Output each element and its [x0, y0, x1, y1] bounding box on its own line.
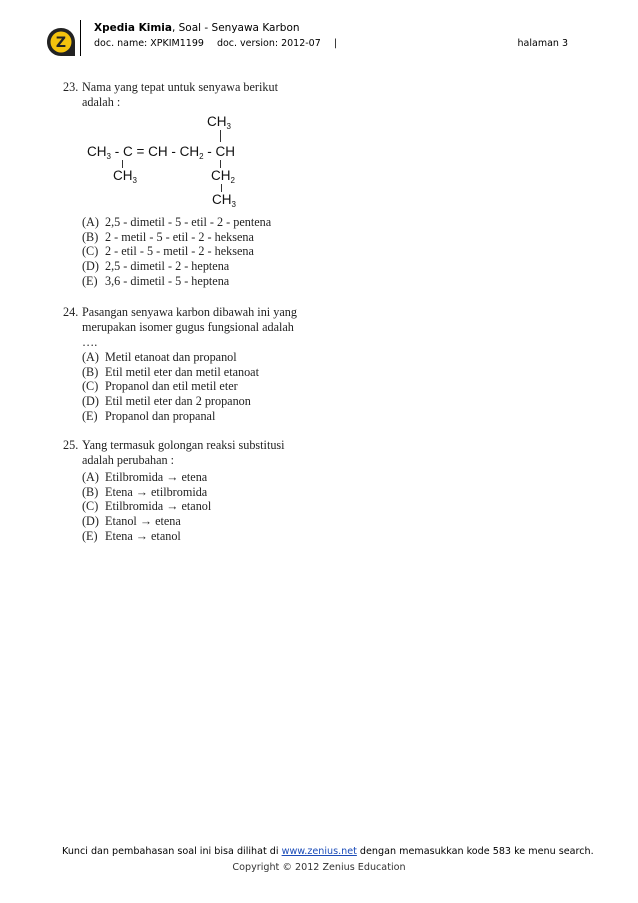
- option-d[interactable]: (D) Etanol → etena: [82, 514, 181, 529]
- header-subject: Xpedia Kimia: [94, 22, 172, 34]
- question-25: [63, 438, 363, 548]
- bond-top: [220, 130, 221, 142]
- formula-ethyl-ch2: $CH_2$: [211, 168, 235, 185]
- question-stem: Nama yang tepat untuk senyawa berikut adalah :: [82, 80, 278, 109]
- option-a[interactable]: (A) Metil etanoat dan propanol: [82, 350, 237, 364]
- option-b[interactable]: (B) Etena → etilbromida: [82, 484, 208, 499]
- bond-left-branch: [122, 160, 123, 168]
- logo-letter: Z: [55, 35, 67, 51]
- option-b[interactable]: (B) Etil metil eter dan metil etanoat: [82, 364, 259, 379]
- header-separator: |: [333, 38, 338, 49]
- zenius-link[interactable]: www.zenius.net: [281, 846, 357, 857]
- option-a[interactable]: (A) 2,5 - dimetil - 5 - etil - 2 - pentena: [82, 215, 272, 229]
- question-stem: Yang termasuk golongan reaksi substitusi adalah perubahan :: [82, 438, 285, 467]
- structural-formula: [85, 114, 285, 214]
- question-24: [63, 305, 363, 425]
- formula-top-group: $CH_3$: [207, 114, 231, 131]
- option-c[interactable]: (C) 2 - etil - 5 - metil - 2 - heksena: [82, 244, 254, 259]
- option-d[interactable]: (D) 2,5 - dimetil - 2 - heptena: [82, 259, 230, 274]
- question-stem: Pasangan senyawa karbon dibawah ini yang merupakan isomer gugus fungsional adalah ….: [82, 305, 297, 349]
- question-number: 24.: [63, 305, 79, 319]
- options-list: [82, 470, 211, 543]
- option-c[interactable]: (C) Etilbromida → etanol: [82, 499, 212, 514]
- option-a[interactable]: (A) Etilbromida → etena: [82, 470, 208, 484]
- header-meta: [94, 38, 347, 49]
- option-e[interactable]: (E) 3,6 - dimetil - 5 - heptena: [82, 273, 230, 288]
- option-b[interactable]: (B) 2 - metil - 5 - etil - 2 - heksena: [82, 229, 254, 244]
- question-number: 23.: [63, 80, 79, 94]
- zenius-logo-icon: [46, 27, 76, 57]
- options-list: [82, 215, 271, 288]
- formula-main-chain: $CH_3$ - C = CH - $CH_2$ - CH: [87, 144, 236, 161]
- option-e[interactable]: (E) Propanol dan propanal: [82, 408, 216, 423]
- footer-note: Kunci dan pembahasan soal ini bisa dilihat di www.zenius.net dengan memasukkan kode 583 ke menu search.: [62, 846, 594, 857]
- formula-methyl-branch: $CH_3$: [113, 168, 137, 185]
- option-c[interactable]: (C) Propanol dan etil metil eter: [82, 379, 238, 394]
- header-topic: , Soal - Senyawa Karbon: [171, 22, 300, 34]
- doc-name: doc. name: XPKIM1199: [94, 38, 204, 49]
- doc-version: doc. version: 2012-07: [216, 38, 321, 49]
- page-header: [0, 0, 638, 60]
- header-title: [94, 22, 300, 34]
- header-divider: [80, 20, 81, 56]
- option-d[interactable]: (D) Etil metil eter dan 2 propanon: [82, 394, 251, 409]
- options-list: [82, 350, 259, 423]
- formula-ethyl-ch3: $CH_3$: [212, 192, 236, 209]
- bond-right-branch: [220, 160, 221, 168]
- option-e[interactable]: (E) Etena → etanol: [82, 528, 181, 543]
- footer-copyright: Copyright © 2012 Zenius Education: [232, 862, 406, 873]
- question-number: 25.: [63, 438, 79, 452]
- bond-ethyl: [221, 184, 222, 192]
- page-number: halaman 3: [517, 38, 568, 49]
